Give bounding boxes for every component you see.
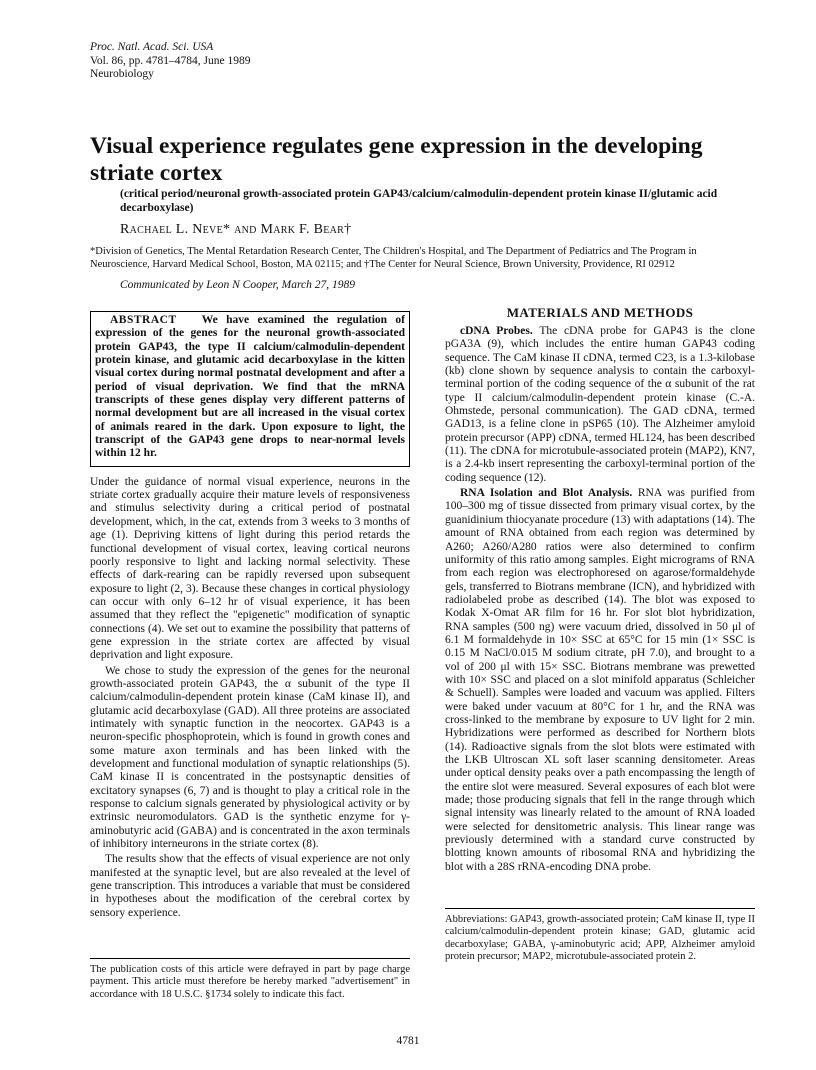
page-number: 4781: [396, 1035, 420, 1047]
journal-name: Proc. Natl. Acad. Sci. USA: [90, 41, 214, 53]
abstract-heading: ABSTRACT: [110, 314, 177, 326]
cdna-probes-heading: cDNA Probes.: [460, 325, 533, 337]
authors: Rachael L. Neve* and Mark F. Bear†: [120, 222, 352, 237]
publication-cost-footnote: The publication costs of this article were defrayed in part by page charge payment. This article must therefore be hereby marked "advertisement" in accordance with 18 U.S.C. §1734 solely to indicate this fact.: [90, 958, 410, 1001]
abstract-text: We have examined the regulation of expression of the genes for the neuronal growth-associated protein GAP43, the type II calcium/calmodulin-dependent protein kinase, and glutamic acid decarboxylase in the kitten visual cortex during normal postnatal development and after a period of visual deprivation. We find that the mRNA transcripts of these genes display very different patterns of normal development but are all increased in the visual cortex of animals reared in the dark. Upon exposure to light, the transcript of the GAP43 gene drops to near-normal levels within 12 hr.: [95, 314, 406, 460]
intro-paragraph-2: We chose to study the expression of the genes for the neuronal growth-associated protein GAP43, the α subunit of the type II calcium/calmodulin-dependent protein kinase (CaM kinase II), and glutamic acid decarboxylase (GAD). All three proteins are associated intimately with synaptic function in the neocortex. GAP43 is a neuron-specific phosphoprotein, which is found in growth cones and some mature axon terminals and has been linked with the development and functional modulation of synaptic relationships (5). CaM kinase II is concentrated in the postsynaptic densities of excitatory synapses (6, 7) and is thought to play a critical role in the response to calcium signals generated by physiological activity or by extrinsic neuromodulators. GAD is the synthetic enzyme for γ-aminobutyric acid (GABA) and is concentrated in the axon terminals of inhibitory interneurons in the striate cortex (8).: [90, 664, 410, 851]
abstract: [95, 314, 405, 461]
journal-header: [90, 41, 390, 82]
left-column: [90, 311, 410, 920]
intro-paragraph-1: Under the guidance of normal visual experience, neurons in the striate cortex gradually acquire their mature levels of responsiveness and stimulus selectivity during a critical period of postnatal development, which, in the cat, extends from 3 weeks to 3 months of age (1). Depriving kittens of light during this period retards the functional development of visual cortex, leaving cortical neurons poorly responsive to light and lacking normal selectivity. These effects of dark-rearing can be rapidly reversed upon subsequent exposure to light (2, 3). Because these changes in cortical physiology can occur with only 6–12 hr of visual experience, it has been assumed that they reflect the "epigenetic" modification of synaptic connections (4). We set out to examine the possibility that patterns of gene expression in the striate cortex are affected by visual deprivation and light exposure.: [90, 475, 410, 662]
cdna-probes-paragraph: [445, 325, 755, 485]
methods-heading: MATERIALS AND METHODS: [506, 305, 694, 320]
abbreviations-footnote: Abbreviations: GAP43, growth-associated protein; CaM kinase II, type II calcium/calmodulin-dependent protein kinase; GAD, glutamic acid decarboxylase; GABA, γ-aminobutyric acid; APP, Alzheimer amyloid protein precursor; MAP2, microtubule-associated protein 2.: [445, 908, 755, 964]
article-title: Visual experience regulates gene expression in the developing striate cortex: [90, 133, 703, 186]
affiliation: *Division of Genetics, The Mental Retardation Research Center, The Children's Hospital, and The Department of Pediatrics and The Program in Neuroscience, Harvard Medical School, Boston, MA 02115; and †The Center for Neural Science, Brown University, Providence, RI 02912: [90, 246, 697, 270]
communicated-by: Communicated by Leon N Cooper, March 27, 1989: [120, 279, 355, 291]
rna-isolation-paragraph: [445, 487, 755, 874]
abstract-box: [90, 311, 410, 467]
intro-paragraph-3: The results show that the effects of visual experience are not only manifested at the synaptic level, but are also revealed at the level of gene transcription. This introduces a variable that must be considered in hypotheses about the modification of the cerebral cortex by sensory experience.: [90, 853, 410, 919]
rna-isolation-text: RNA was purified from 100–300 mg of tissue dissected from primary visual cortex, by the guanidinium thiocyanate procedure (13) with adaptations (14). The amount of RNA obtained from each region was determined by A260; A260/A280 ratios were also determined to confirm uniformity of this ratio among samples. Eight micrograms of RNA from each region was electrophoresed on agarose/formaldehyde gels, transferred to Biotrans membrane (ICN), and hybridized with radiolabeled probe as described (14). The blot was exposed to Kodak X-Omat AR film for 16 hr. For slot blot hybridization, RNA samples (500 ng) were vacuum dried, dissolved in 50 μl of 6.1 M formaldehyde in 10× SSC at 65°C for 15 min (1× SSC is 0.15 M NaCl/0.015 M sodium citrate, pH 7.0), and brought to a vol of 200 μl with 15× SSC. Biotrans membrane was prewetted with 10× SSC and placed on a slot minifold apparatus (Schleicher & Schuell). Samples were loaded and vacuum was applied. Filters were baked under vacuum at 80°C for 1 hr, and the RNA was cross-linked to the membrane by exposure to UV light for 2 min. Hybridizations were performed as described for Northern blots (14). Radioactive signals from the slot blots were estimated with the LKB Ultroscan XL soft laser scanning densitometer. Areas under optical density peaks over a path encompassing the length of the entire slot were measured. Several exposures of each blot were made; those producing signals that fell in the range through which signal intensity was linearly related to the amount of RNA loaded were selected for densitometric analysis. This linear range was previously determined with a standard curve constructed by blotting known amounts of ribosomal RNA and hybridizing the blot with a 28S rRNA-encoding DNA probe.: [445, 487, 755, 873]
right-column: [445, 305, 755, 874]
journal-section: Neurobiology: [90, 68, 154, 80]
keywords: (critical period/neuronal growth-associated protein GAP43/calcium/calmodulin-dependent protein kinase II/glutamic acid decarboxylase): [120, 188, 718, 214]
cdna-probes-text: The cDNA probe for GAP43 is the clone pGA3A (9), which includes the entire human GAP43 coding sequence. The CaM kinase II cDNA, termed C23, is a 1.3-kilobase (kb) clone shown by sequence analysis to contain the carboxyl-terminal portion of the coding sequence of the α subunit of the rat type II calcium/calmodulin-dependent protein kinase (C.-A. Ohmstede, personal communication). The GAD cDNA, termed GAD13, is a feline clone in pSP65 (10). The Alzheimer amyloid protein precursor (APP) cDNA, termed HL124, has been described (11). The cDNA for microtubule-associated protein (MAP2), KN7, is a 2.4-kb insert representing the carboxyl-terminal portion of the coding sequence (12).: [445, 325, 755, 484]
journal-volume: Vol. 86, pp. 4781–4784, June 1989: [90, 54, 251, 67]
rna-isolation-heading: RNA Isolation and Blot Analysis.: [460, 487, 633, 500]
